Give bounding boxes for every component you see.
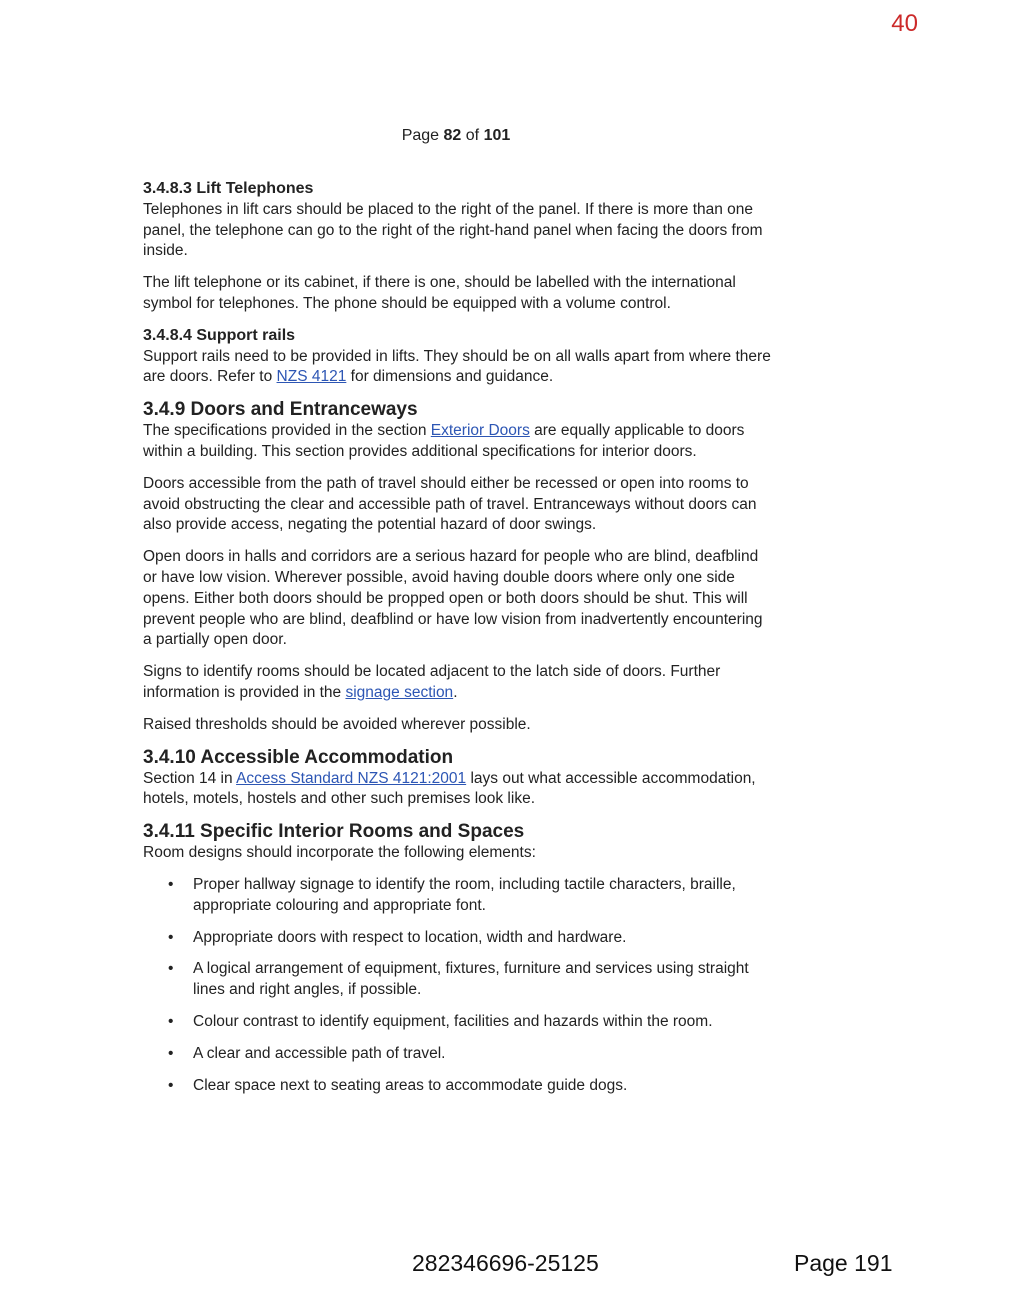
paragraph: Telephones in lift cars should be placed to the right of the panel. If there is more than one panel, the telephone can go to the right of the right-hand panel when facing the doors from inside. xyxy=(143,200,763,260)
access-standard-link[interactable]: Access Standard NZS 4121:2001 xyxy=(236,769,467,787)
nzs-4121-link[interactable]: NZS 4121 xyxy=(276,368,347,386)
of-word: of xyxy=(465,127,480,144)
paragraph: Open doors in halls and corridors are a serious hazard for people who are blind, deafblind or have low vision. Wherever possible, avoid having double doors where only one side opens. Either both doors should be propped open or both doors should be shut. This will prevent people who are blind, deafblind or have low vision from inadvertently encountering a partially open door. xyxy=(143,548,763,649)
text: Support rails need to be provided in lifts. They should be on all walls apart from where there are doors. Refer to xyxy=(143,347,771,386)
footer-page-label: Page 191 xyxy=(794,1250,893,1276)
heading-specific-rooms: 3.4.11 Specific Interior Rooms and Spaces xyxy=(143,821,525,843)
page-word: Page xyxy=(401,127,440,144)
paragraph xyxy=(143,421,773,463)
bullet-icon: • xyxy=(168,960,174,978)
paragraph xyxy=(143,662,773,704)
current-page: 82 xyxy=(443,127,462,144)
text: . xyxy=(453,683,458,701)
bullet-icon: • xyxy=(168,1044,174,1062)
list-item xyxy=(143,1076,773,1097)
paragraph xyxy=(143,769,773,811)
list-item xyxy=(143,1044,773,1065)
text: are equally applicable to doors within a building. This section provides additional specifications for interior doors. xyxy=(143,422,745,460)
list-item-text: Colour contrast to identify equipment, facilities and hazards within the room. xyxy=(193,1012,713,1030)
bullet-icon: • xyxy=(168,1012,174,1030)
heading-lift-telephones: 3.4.8.3 Lift Telephones xyxy=(143,180,314,197)
list-item-text: A logical arrangement of equipment, fixtures, furniture and services using straight lines and right angles, if possible. xyxy=(193,960,749,999)
heading-support-rails: 3.4.8.4 Support rails xyxy=(143,326,296,344)
page-header xyxy=(0,127,912,145)
signage-section-link[interactable]: signage section xyxy=(345,683,454,701)
paragraph: Doors accessible from the path of travel should either be recessed or open into rooms to avoid obstructing the clear and accessible path of travel. Entranceways without doors can also provide access, negating the potential hazard of door swings. xyxy=(143,474,757,534)
document-body xyxy=(143,179,773,1107)
total-pages: 101 xyxy=(483,127,511,144)
text: Signs to identify rooms should be located adjacent to the latch side of doors. Further information is provided in the xyxy=(143,663,721,701)
bullet-icon: • xyxy=(168,1076,174,1094)
corner-page-number: 40 xyxy=(891,10,918,37)
paragraph: Raised thresholds should be avoided wherever possible. xyxy=(143,715,531,733)
exterior-doors-link[interactable]: Exterior Doors xyxy=(430,422,530,440)
list-item-text: A clear and accessible path of travel. xyxy=(193,1044,446,1062)
paragraph xyxy=(143,347,773,389)
list-item xyxy=(143,959,773,1001)
heading-accessible-accommodation: 3.4.10 Accessible Accommodation xyxy=(143,746,454,768)
list-item xyxy=(143,1012,773,1033)
text: The specifications provided in the section xyxy=(143,422,431,440)
list-item xyxy=(143,928,773,949)
list-item-text: Proper hallway signage to identify the room, including tactile characters, braille, appropriate colouring and appropriate font. xyxy=(193,875,736,914)
list-item-text: Appropriate doors with respect to location, width and hardware. xyxy=(193,928,627,946)
text: lays out what accessible accommodation, hotels, motels, hostels and other such premises look like. xyxy=(143,769,756,808)
list-item-text: Clear space next to seating areas to accommodate guide dogs. xyxy=(193,1076,628,1094)
room-elements-list xyxy=(143,875,773,1096)
heading-doors-entranceways: 3.4.9 Doors and Entranceways xyxy=(143,399,418,421)
text: Section 14 in xyxy=(143,769,237,787)
text: for dimensions and guidance. xyxy=(346,368,554,386)
list-item xyxy=(143,875,773,917)
paragraph: The lift telephone or its cabinet, if there is one, should be labelled with the international symbol for telephones. The phone should be equipped with a volume control. xyxy=(143,274,736,312)
bullet-icon: • xyxy=(168,875,174,893)
footer-document-id: 282346696-25125 xyxy=(412,1250,599,1276)
paragraph: Room designs should incorporate the following elements: xyxy=(143,844,536,862)
bullet-icon: • xyxy=(168,928,174,946)
